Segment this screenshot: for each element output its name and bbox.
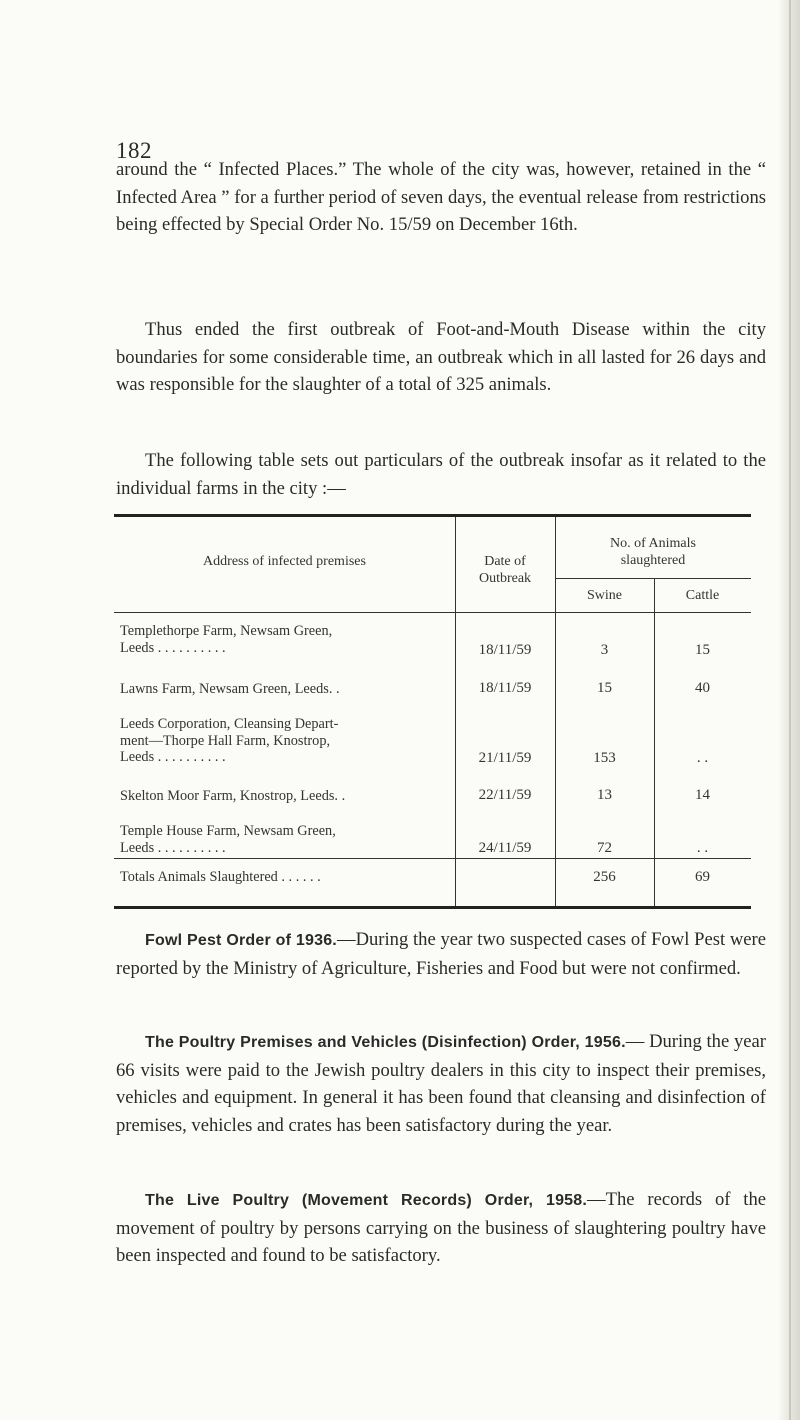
address-line: Leeds . . . . . . . . . . — [120, 839, 226, 856]
address-line: ment—Thorpe Hall Farm, Knostrop, — [120, 732, 331, 749]
table-header-line — [114, 612, 751, 613]
page-edge-line — [789, 0, 791, 1420]
table-row-cattle: 15 — [695, 642, 710, 658]
header-date-line2: Outbreak — [478, 571, 532, 586]
address-line: Leeds . . . . . . . . . . — [120, 749, 226, 765]
heading-fowl-pest: Fowl Pest Order of 1936. — [145, 932, 337, 949]
paragraph-outbreak-summary: Thus ended the first outbreak of Foot-and-Mouth Disease within the city boundaries for some considerable time, an outbreak which in all lasted for 26 days and was responsible for the slaughter of a total of 325 animals. — [116, 319, 766, 395]
table-row-address — [120, 716, 456, 766]
table-row-date: 18/11/59 — [478, 680, 532, 696]
table-row-swine: 153 — [593, 750, 616, 766]
table-row-date: 22/11/59 — [478, 787, 532, 803]
paragraph-poultry-premises — [116, 1028, 766, 1139]
header-swine: Swine — [587, 588, 622, 603]
totals-label: Totals Animals Slaughtered . . . . . . — [120, 869, 321, 885]
table-row-cattle: 14 — [695, 787, 710, 803]
table-row-swine: 3 — [600, 642, 609, 658]
table-row-address — [120, 623, 456, 656]
address-line: Templethorpe Farm, Newsam Green, — [120, 623, 333, 639]
table-row-swine: 13 — [597, 787, 612, 803]
heading-poultry-premises: The Poultry Premises and Vehicles (Disinfection) Order, 1956. — [145, 1034, 626, 1051]
header-cattle: Cattle — [685, 588, 720, 603]
poultry-premises-text: — During the year 66 visits were paid to the Jewish poultry dealers in this city to inspect their premises, vehicles and equipment. In general it has been found that cleansing and disinfection of premises, vehicles and crates has been satisfactory during the year. — [116, 1031, 766, 1136]
table-row-cattle: . . — [696, 750, 709, 766]
header-address: Address of infected premises — [203, 554, 366, 569]
table-row-swine: 72 — [597, 840, 612, 856]
table-row-cattle: 40 — [695, 680, 710, 696]
address-line: Temple House Farm, Newsam Green, — [120, 823, 336, 839]
table-row-address — [120, 823, 456, 856]
paragraph-fowl-pest — [116, 926, 766, 982]
table-row-address: Lawns Farm, Newsam Green, Leeds. . — [120, 681, 340, 697]
header-date-line1: Date of — [484, 554, 526, 569]
paragraph-table-intro: The following table sets out particulars of the outbreak insofar as it related to the individual farms in the city :— — [116, 450, 766, 499]
header-animals — [555, 535, 751, 569]
outbreak-table — [114, 514, 751, 909]
heading-live-poultry: The Live Poultry (Movement Records) Order, 1958. — [145, 1192, 588, 1209]
page-number: 182 — [116, 138, 152, 163]
live-poultry-text: —The records of the movement of poultry by persons carrying on the business of slaughtering poultry have been inspected and found to be satisfactory. — [116, 1189, 767, 1266]
paragraph-live-poultry — [116, 1186, 766, 1270]
table-subheader-line — [555, 578, 751, 579]
table-row-address: Skelton Moor Farm, Knostrop, Leeds. . — [120, 788, 346, 804]
header-animals-line2: slaughtered — [620, 553, 686, 568]
address-line: Leeds . . . . . . . . . . — [120, 639, 226, 656]
totals-cattle: 69 — [695, 869, 710, 885]
totals-swine: 256 — [593, 869, 616, 885]
table-row-date: 21/11/59 — [478, 750, 532, 766]
table-row-date: 18/11/59 — [478, 642, 532, 658]
table-row-cattle: . . — [696, 840, 709, 856]
table-row-swine: 15 — [597, 680, 612, 696]
address-line: Leeds Corporation, Cleansing Depart- — [120, 716, 339, 732]
table-row-date: 24/11/59 — [478, 840, 532, 856]
table-totals-line — [114, 858, 751, 859]
header-animals-line1: No. of Animals — [610, 536, 696, 551]
paragraph-infected-area: around the “ Infected Places.” The whole of the city was, however, retained in the “ Infected Area ” for a further period of seven days, the eventual release from restrictions being effected by Special Order No. 15/59 on December 16th. — [116, 159, 766, 235]
fowl-pest-text: —During the year two suspected cases of Fowl Pest were reported by the Ministry of Agriculture, Fisheries and Food but were not confirmed. — [116, 929, 766, 979]
header-date — [455, 553, 555, 587]
